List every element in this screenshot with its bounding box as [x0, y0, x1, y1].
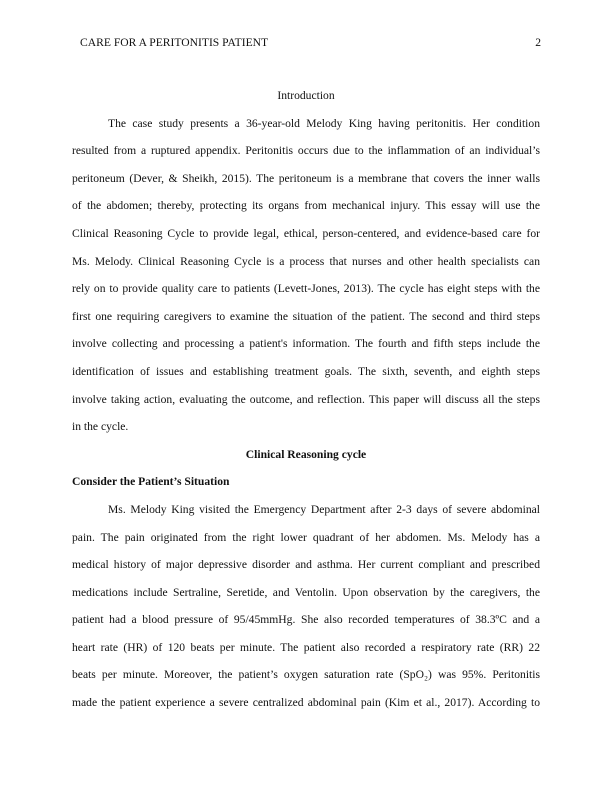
- text-line: patient had a blood pressure of 95/45mmHg. She also recorded temperatures of 38.3ºC and a: [72, 613, 540, 627]
- page-number: 2: [535, 36, 541, 49]
- text-line: rely on to provide quality care to patients (Levett-Jones, 2013). The cycle has eight steps with the: [72, 282, 540, 296]
- text-line: involve taking action, evaluating the outcome, and reflection. This paper will discuss all the steps: [72, 392, 540, 406]
- heading-introduction: Introduction: [277, 89, 335, 102]
- text-line: involve collecting and processing a patient's information. The fourth and fifth steps include the: [72, 337, 540, 351]
- text-line: resulted from a ruptured appendix. Peritonitis occurs due to the inflammation of an individual’s: [72, 144, 540, 158]
- text-line: heart rate (HR) of 120 beats per minute. The patient also recorded a respiratory rate (RR) 22: [72, 640, 540, 654]
- text-line: made the patient experience a severe centralized abdominal pain (Kim et al., 2017). According to: [72, 696, 540, 710]
- document-body: [72, 86, 540, 721]
- heading-clinical-reasoning-cycle: Clinical Reasoning cycle: [245, 447, 367, 461]
- running-head: CARE FOR A PERITONITIS PATIENT: [80, 36, 269, 49]
- text-line: of the abdomen; thereby, protecting its organs from mechanical injury. This essay will use the: [72, 199, 540, 213]
- text-line: Ms. Melody King visited the Emergency Department after 2-3 days of severe abdominal: [108, 502, 540, 516]
- text-line: identification of issues and establishing treatment goals. The sixth, seventh, and eighth steps: [72, 364, 540, 378]
- text-line: in the cycle.: [72, 420, 129, 434]
- paragraph-introduction: [72, 114, 540, 445]
- text-line: medical history of major depressive disorder and asthma. Her current compliant and prescribed: [72, 558, 540, 572]
- text-line: medications include Sertraline, Seretide, and Ventolin. Upon observation by the caregivers, the: [72, 585, 540, 599]
- text-line: beats per minute. Moreover, the patient’s oxygen saturation rate (SpO₂) was 95%. Peritonitis: [72, 668, 540, 682]
- text-line: first one requiring caregivers to examine the situation of the patient. The second and third steps: [72, 309, 540, 323]
- text-line: peritoneum (Dever, & Sheikh, 2015). The peritoneum is a membrane that covers the inner walls: [72, 171, 540, 185]
- text-line: Ms. Melody. Clinical Reasoning Cycle is a process that nurses and other health specialists can: [72, 254, 540, 268]
- paragraph-patient-situation: [72, 500, 540, 721]
- subheading-patient-situation: Consider the Patient’s Situation: [72, 475, 230, 489]
- text-line: pain. The pain originated from the right lower quadrant of her abdomen. Ms. Melody has a: [72, 530, 540, 544]
- text-line: The case study presents a 36-year-old Melody King having peritonitis. Her condition: [108, 116, 540, 130]
- text-line: Clinical Reasoning Cycle to provide legal, ethical, person-centered, and evidence-based care for: [72, 226, 540, 240]
